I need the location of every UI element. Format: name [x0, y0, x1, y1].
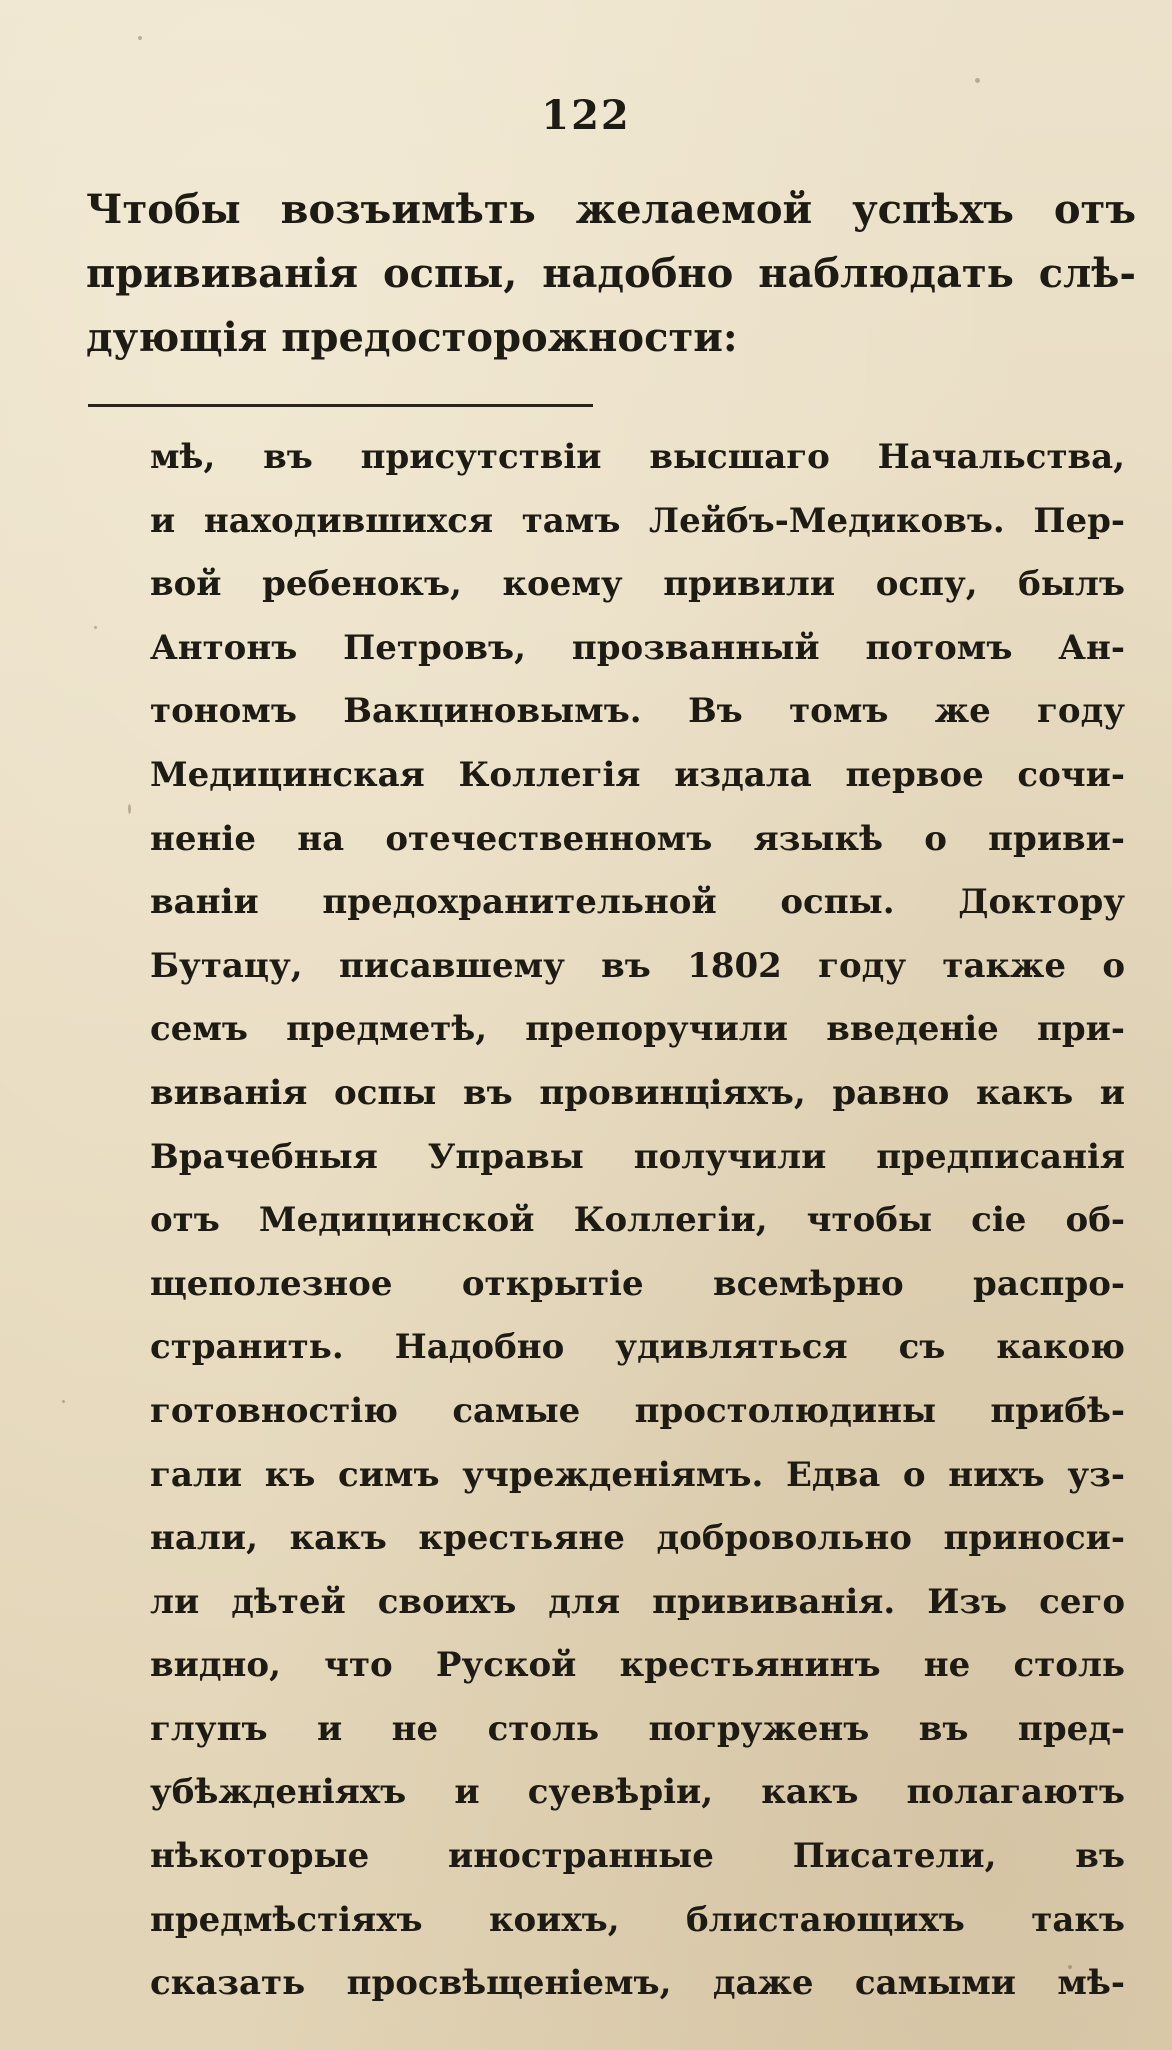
footnote-line: глупъ и не столь погруженъ въ пред-	[150, 1708, 1125, 1749]
footnote-line: Бутацу, писавшему въ 1802 году также о	[150, 945, 1125, 986]
footnote-line: предмѣстіяхъ коихъ, блистающихъ такъ	[150, 1899, 1125, 1940]
paper-speck	[128, 804, 131, 814]
paper-speck	[62, 1400, 65, 1403]
footnote-line: Врачебныя Управы получили предписанія	[150, 1136, 1125, 1177]
footnote-line: убѣжденіяхъ и суевѣріи, какъ полагаютъ	[150, 1772, 1125, 1813]
footnote-line: нали, какъ крестьяне добровольно приноси-	[150, 1518, 1125, 1559]
footnote-line: щеполезное открытіе всемѣрно распро-	[150, 1263, 1125, 1304]
paper-speck	[975, 78, 980, 83]
heading-line: Чтобы возъимѣть желаемой успѣхъ отъ	[86, 186, 1136, 233]
footnote-line: тономъ Вакциновымъ. Въ томъ же году	[150, 691, 1125, 732]
footnote-line: странить. Надобно удивляться съ какою	[150, 1327, 1125, 1368]
footnote-line: мѣ, въ присутствіи высшаго Начальства,	[150, 437, 1125, 477]
heading-line: дующія предосторожности:	[86, 314, 738, 361]
section-heading	[86, 178, 1136, 370]
footnote-line: ваніи предохранительной оспы. Доктору	[150, 882, 1125, 923]
footnote-line: вой ребенокъ, коему привили оспу, былъ	[150, 564, 1125, 605]
footnote-line: неніе на отечественномъ языкѣ о приви-	[150, 818, 1125, 859]
footnote-line: виванія оспы въ провинціяхъ, равно какъ и	[150, 1072, 1125, 1113]
footnote-line: Антонъ Петровъ, прозванный потомъ Ан-	[150, 627, 1125, 668]
footnote-line: готовностію самые простолюдины прибѣ-	[150, 1390, 1125, 1431]
footnote-line: нѣкоторые иностранные Писатели, въ	[150, 1836, 1125, 1877]
footnote-line: гали къ симъ учрежденіямъ. Едва о нихъ уз-	[150, 1454, 1125, 1495]
footnote-text	[150, 426, 1125, 2016]
page-number: 122	[541, 92, 631, 139]
heading-line: прививанія оспы, надобно наблюдать слѣ-	[86, 250, 1136, 297]
footnote-line: сказать просвѣщеніемъ, даже самыми мѣ-	[150, 1963, 1125, 2004]
footnote-line: Медицинская Коллегія издала первое сочи-	[150, 754, 1125, 795]
paper-speck	[138, 36, 142, 40]
footnote-line: и находившихся тамъ Лейбъ-Медиковъ. Пер-	[150, 500, 1125, 541]
footnote-line: ли дѣтей своихъ для прививанія. Изъ сего	[150, 1581, 1125, 1622]
footnote-divider	[88, 404, 593, 407]
footnote-line: семъ предметѣ, препоручили введеніе при-	[150, 1009, 1125, 1050]
paper-speck	[94, 626, 97, 629]
footnote-line: отъ Медицинской Коллегіи, чтобы сіе об-	[150, 1200, 1125, 1241]
footnote-line: видно, что Руской крестьянинъ не столь	[150, 1645, 1125, 1686]
